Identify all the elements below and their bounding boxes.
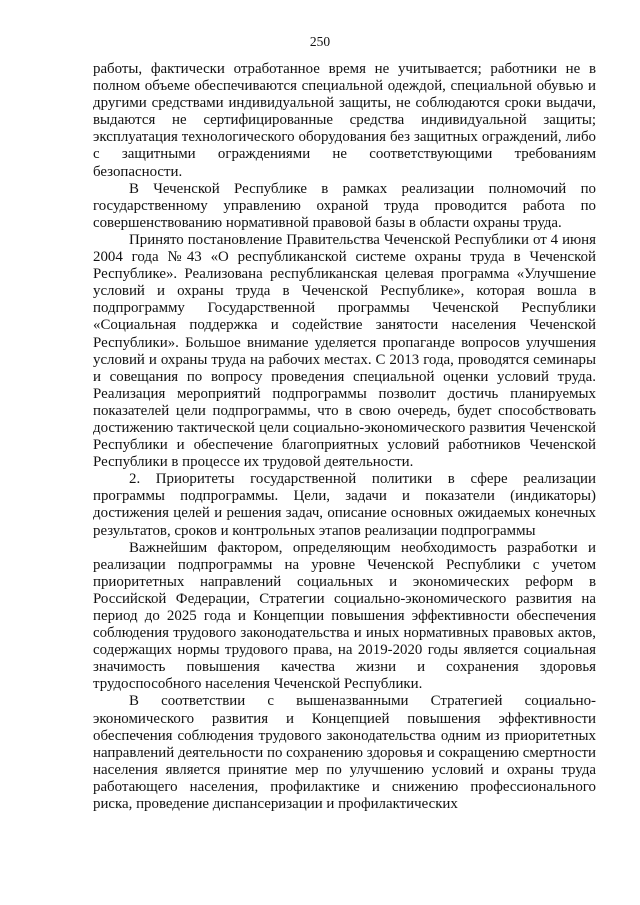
- paragraph-continuation: работы, фактически отработанное время не учитывается; работники не в полном объеме обеспечиваются специальной одеждой, специальной обувью и другими средствами индивидуальной защиты, не соблюдаются сроки выдачи, выдаются не сертифицированные средства индивидуальной защиты; эксплуатация технологического оборудования без защитных ограждений, либо с защитными ограждениями не соответствующими требованиям безопасности.: [93, 61, 596, 180]
- document-body: [93, 61, 596, 813]
- paragraph-resolution: Принято постановление Правительства Чеченской Республики от 4 июня 2004 года №43 «О республиканской системе охраны труда в Чеченской Республике». Реализована республиканская целевая программа «Улучшение условий и охраны труда в Чеченской Республике», которая вошла в подпрограмму Государственной программы Чеченской Республики «Социальная поддержка и содействие занятости населения Чеченской Республики». Большое внимание уделяется пропаганде вопросов улучшения условий и охраны труда на рабочих местах. С 2013 года, проводятся семинары и совещания по вопросу проведения специальной оценки условий труда. Реализация мероприятий подпрограммы позволит достичь планируемых показателей цели подпрограммы, что в свою очередь, будет способствовать достижению тактической цели социально-экономического развития Чеченской Республики и обеспечение благоприятных условий работников Чеченской Республики в процессе их трудовой деятельности.: [93, 231, 596, 471]
- section-heading-priorities: 2. Приоритеты государственной политики в сфере реализации программы подпрограммы. Цели, задачи и показатели (индикаторы) достижения целей и решения задач, описание основных ожидаемых конечных результатов, сроков и контрольных этапов реализации подпрограммы: [93, 471, 596, 539]
- page-number: 250: [309, 34, 331, 49]
- paragraph-state-management: В Чеченской Республике в рамках реализации полномочий по государственному управлению охраной труда проводится работа по совершенствованию нормативной правовой базы в области охраны труда.: [93, 180, 596, 231]
- paragraph-key-factor: Важнейшим фактором, определяющим необходимость разработки и реализации подпрограммы на уровне Чеченской Республики с учетом приоритетных направлений социальных и экономических реформ в Российской Федерации, Стратегии социально-экономического развития на период до 2025 года и Концепции повышения эффективности обеспечения соблюдения трудового законодательства и иных нормативных правовых актов, содержащих нормы трудового права, на 2019-2020 годы является социальная значимость повышения качества жизни и сохранения здоровья трудоспособного населения Чеченской Республики.: [93, 539, 596, 693]
- paragraph-strategy: В соответствии с вышеназванными Стратегией социально-экономического развития и Концепцией повышения эффективности обеспечения соблюдения трудового законодательства одним из приоритетных направлений деятельности по сохранению здоровья и сокращению смертности населения является принятие мер по улучшению условий и охраны труда работающего населения, профилактике и снижению профессионального риска, проведение диспансеризации и профилактических: [93, 693, 596, 813]
